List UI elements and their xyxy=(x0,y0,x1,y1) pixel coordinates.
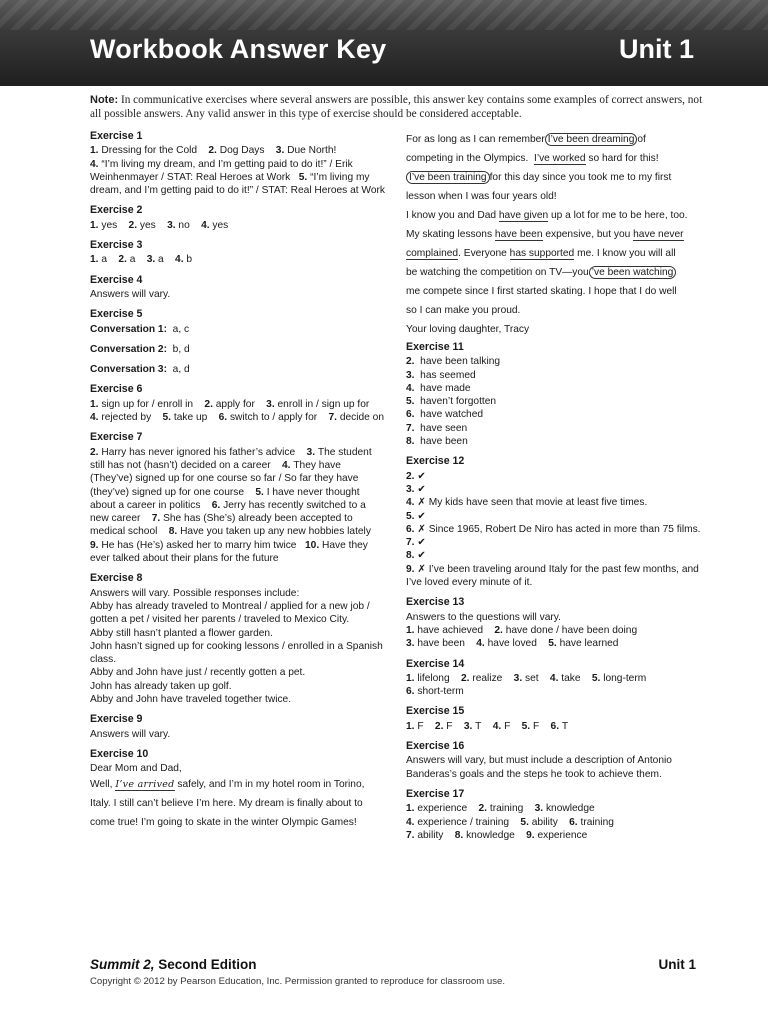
item-number: 2. xyxy=(406,356,415,368)
item-text: no xyxy=(178,219,190,231)
item-text: a xyxy=(101,254,108,266)
item-number: 2. xyxy=(460,672,470,684)
item-number: 5. xyxy=(548,638,557,650)
item-text: training xyxy=(489,803,524,815)
answer-line xyxy=(90,398,385,425)
conversation-answer xyxy=(90,343,385,356)
conversation-value: a, d xyxy=(172,364,190,376)
item-text: T xyxy=(475,720,482,732)
item-number: 4. xyxy=(406,382,415,394)
right-column xyxy=(406,130,706,849)
item-text: They have (They’ve) signed up for one course so far / So far they have (they’ve) signed up for one course xyxy=(90,459,359,498)
item-text: have loved xyxy=(487,638,537,650)
item-text: realize xyxy=(472,672,503,684)
list-item xyxy=(406,408,706,421)
item-number: 6. xyxy=(406,686,415,698)
answer-line xyxy=(406,816,706,829)
item-text: F xyxy=(446,720,453,732)
item-text: ✔ xyxy=(417,537,426,549)
item-number: 4. xyxy=(406,497,415,509)
letter-line xyxy=(406,130,706,149)
item-number: 8. xyxy=(406,436,415,448)
letter-text: for this day since you took me to my first xyxy=(489,172,672,183)
left-column xyxy=(90,130,385,839)
exercise-7 xyxy=(90,431,385,565)
answer-text: Abby and John have just / recently gotten a pet. xyxy=(90,667,306,679)
item-number: 5. xyxy=(162,412,172,424)
exercise-heading: Exercise 15 xyxy=(406,705,465,718)
underlined-answer: have given xyxy=(498,210,549,221)
item-text: have done / have been doing xyxy=(505,624,638,636)
item-number: 5. xyxy=(406,510,415,522)
item-text: ✔ xyxy=(417,510,426,522)
letter-line xyxy=(406,168,706,187)
letter-text: up a lot for me to be here, too. xyxy=(551,210,688,221)
item-number: 4. xyxy=(90,158,99,170)
exercise-4 xyxy=(90,274,385,302)
item-text: yes xyxy=(101,219,118,231)
exercise-heading: Exercise 10 xyxy=(90,747,149,760)
item-text: knowledge xyxy=(466,829,515,841)
list-item xyxy=(406,536,706,549)
item-number: 3. xyxy=(146,254,156,266)
letter-line: lesson when I was four years old! xyxy=(406,191,557,202)
footer-book-title xyxy=(90,957,257,972)
item-number: 3. xyxy=(275,145,285,157)
exercise-13 xyxy=(406,596,706,650)
item-number: 2. xyxy=(204,398,213,410)
exercise-2 xyxy=(90,204,385,232)
exercise-heading: Exercise 17 xyxy=(406,787,465,800)
item-text: rejected by xyxy=(101,412,152,424)
item-number: 6. xyxy=(569,816,578,828)
answer-line xyxy=(406,720,706,733)
item-text: ability xyxy=(531,816,558,828)
item-text: She has (She’s) already been accepted to medical school xyxy=(90,513,353,538)
item-text: Due North! xyxy=(287,145,337,157)
copyright: Copyright © 2012 by Pearson Education, Inc. Permission granted to reproduce for classroom use. xyxy=(90,976,506,987)
answer-line xyxy=(406,624,706,637)
item-number: 6. xyxy=(406,409,415,421)
answer-text: Abby has already traveled to Montreal / applied for a new job / gotten a pet / visited her parents / traveled to Mexico City. xyxy=(90,600,370,626)
item-text: ability xyxy=(417,829,444,841)
item-text: experience / training xyxy=(417,816,510,828)
item-text: Jerry has recently switched to a new career xyxy=(90,499,366,525)
letter-text: so hard for this! xyxy=(588,153,659,164)
page-header xyxy=(0,0,768,86)
item-number: 5. xyxy=(298,171,308,183)
handwritten-answer: I’ve arrived xyxy=(115,779,175,791)
exercise-heading: Exercise 14 xyxy=(406,657,465,670)
exercise-heading: Exercise 4 xyxy=(90,273,143,286)
item-text: Dressing for the Cold xyxy=(101,145,198,157)
answer-line xyxy=(406,802,706,815)
list-item xyxy=(406,549,706,562)
item-text: F xyxy=(417,720,424,732)
exercise-heading: Exercise 1 xyxy=(90,130,143,142)
item-text: have achieved xyxy=(417,624,484,636)
item-number: 1. xyxy=(406,720,415,732)
conversation-label: Conversation 2: xyxy=(90,343,167,355)
list-item xyxy=(406,470,706,483)
book-title: Summit 2, xyxy=(90,957,155,972)
list-item xyxy=(406,369,706,382)
conversation-label: Conversation 1: xyxy=(90,323,167,335)
item-number: 9. xyxy=(90,539,99,551)
item-number: 1. xyxy=(90,398,99,410)
item-number: 6. xyxy=(218,412,228,424)
letter-text: of xyxy=(637,134,646,145)
exercise-heading: Exercise 2 xyxy=(90,204,143,217)
item-number: 3. xyxy=(406,483,415,495)
item-text: have been talking xyxy=(420,356,501,368)
item-text: experience xyxy=(537,829,588,841)
note-text: In communicative exercises where several answers are possible, this answer key contains some examples of correct answers, not all possible answers. Any valid answer in this type of exercise should be considered acceptable. xyxy=(90,94,703,120)
letter-line xyxy=(406,263,706,282)
item-number: 4. xyxy=(549,672,559,684)
item-text: take xyxy=(561,672,581,684)
item-text: Dog Days xyxy=(219,145,265,157)
item-text: sign up for / enroll in xyxy=(101,398,194,410)
item-text: He has (He’s) asked her to marry him twice xyxy=(101,539,297,551)
note-label: Note: xyxy=(90,94,119,106)
item-number: 9. xyxy=(406,563,415,575)
answer-line xyxy=(90,144,385,197)
answer-text: Answers will vary. xyxy=(90,728,171,740)
item-number: 4. xyxy=(492,720,502,732)
item-text: lifelong xyxy=(417,672,450,684)
letter-line xyxy=(90,775,385,794)
exercise-heading: Exercise 13 xyxy=(406,596,465,609)
letter-greeting: Dear Mom and Dad, xyxy=(90,763,182,775)
list-item xyxy=(406,395,706,408)
item-number: 1. xyxy=(90,254,99,266)
letter-text: competing in the Olympics. xyxy=(406,153,529,164)
item-text: take up xyxy=(173,412,208,424)
item-text: knowledge xyxy=(545,803,595,815)
exercise-10-continued xyxy=(406,130,706,339)
exercise-6 xyxy=(90,383,385,424)
item-number: 5. xyxy=(520,816,529,828)
exercise-10 xyxy=(90,748,385,833)
letter-line xyxy=(406,149,706,168)
item-text: have watched xyxy=(420,409,484,421)
answer-line xyxy=(90,446,385,566)
conversation-value: b, d xyxy=(172,343,190,355)
item-text: haven’t forgotten xyxy=(420,396,497,408)
item-number: 6. xyxy=(550,720,560,732)
letter-line: so I can make you proud. xyxy=(406,305,521,316)
exercise-heading: Exercise 6 xyxy=(90,383,143,396)
exercise-17 xyxy=(406,788,706,842)
item-number: 7. xyxy=(406,422,415,434)
letter-text: expensive, but you xyxy=(545,229,631,240)
item-number: 8. xyxy=(454,829,464,841)
item-number: 9. xyxy=(526,829,535,841)
item-number: 5. xyxy=(255,486,264,498)
item-text: has seemed xyxy=(420,369,476,381)
list-item xyxy=(406,355,706,368)
answer-text: Answers will vary, but must include a description of Antonio Banderas’s goals and the steps he took to achieve them. xyxy=(406,755,672,780)
item-number: 5. xyxy=(521,720,531,732)
underlined-answer: complained xyxy=(406,248,459,259)
conversation-value: a, c xyxy=(172,323,190,335)
item-text: ✔ xyxy=(417,483,426,495)
item-text: “I’m living my dream, and I’m getting paid to do it!” / Erik Weinhenmayer / STAT: Real Heroes at Work xyxy=(90,158,353,183)
item-text: F xyxy=(504,720,511,732)
letter-text: me. I know you will all xyxy=(577,248,676,259)
item-number: 7. xyxy=(406,537,415,549)
item-number: 10. xyxy=(304,539,320,551)
item-text: Have you taken up any new hobbies lately xyxy=(180,526,371,538)
item-number: 5. xyxy=(406,396,415,408)
list-item xyxy=(406,422,706,435)
item-text: b xyxy=(186,254,193,266)
item-number: 3. xyxy=(266,398,275,410)
answer-line xyxy=(406,829,706,842)
item-text: I have never thought about a career in politics xyxy=(90,486,360,511)
item-number: 4. xyxy=(90,412,99,424)
list-item xyxy=(406,496,706,509)
note xyxy=(90,94,710,121)
circled-answer: I’ve been training xyxy=(406,171,490,184)
exercise-heading: Exercise 3 xyxy=(90,239,143,252)
answer-text: John has already taken up golf. xyxy=(90,680,232,692)
item-number: 5. xyxy=(591,672,601,684)
item-number: 2. xyxy=(406,470,415,482)
item-number: 4. xyxy=(281,459,291,471)
list-item xyxy=(406,382,706,395)
list-item xyxy=(406,510,706,523)
item-number: 2. xyxy=(434,720,444,732)
item-text: yes xyxy=(139,219,156,231)
underlined-answer: I’ve worked xyxy=(533,153,586,164)
item-number: 2. xyxy=(208,145,217,157)
list-item xyxy=(406,483,706,496)
item-number: 2. xyxy=(128,219,138,231)
item-text: short-term xyxy=(417,686,464,698)
item-text: Harry has never ignored his father’s advice xyxy=(101,446,296,458)
item-text: have seen xyxy=(420,422,468,434)
letter-line: come true! I’m going to skate in the winter Olympic Games! xyxy=(90,817,357,829)
answer-text: Answers will vary. Possible responses include: xyxy=(90,587,300,599)
item-number: 7. xyxy=(406,829,415,841)
answer-text: Abby and John have traveled together twice. xyxy=(90,693,292,705)
item-number: 1. xyxy=(406,803,415,815)
exercise-1 xyxy=(90,130,385,197)
item-number: 8. xyxy=(168,526,178,538)
underlined-answer: have never xyxy=(633,229,684,240)
exercise-14 xyxy=(406,658,706,699)
answer-text: John hasn’t signed up for cooking lessons / enrolled in a Spanish class. xyxy=(90,640,383,666)
item-text: have learned xyxy=(559,638,619,650)
item-text: ✗ My kids have seen that movie at least five times. xyxy=(417,497,648,509)
item-text: have been xyxy=(417,638,465,650)
list-item xyxy=(406,563,706,590)
item-text: The student still has not (hasn’t) decided on a career xyxy=(90,446,372,471)
item-text: yes xyxy=(212,219,229,231)
item-number: 2. xyxy=(118,254,127,266)
answer-text: Answers to the questions will vary. xyxy=(406,611,561,623)
unit-label: Unit 1 xyxy=(618,34,694,64)
item-text: enroll in / sign up for xyxy=(277,398,370,410)
answer-line xyxy=(90,253,385,266)
item-number: 3. xyxy=(406,369,415,381)
item-text: have made xyxy=(420,382,471,394)
item-number: 1. xyxy=(406,624,415,636)
item-number: 7. xyxy=(328,412,337,424)
item-text: a xyxy=(129,254,136,266)
exercise-11 xyxy=(406,341,706,448)
answer-line xyxy=(406,637,706,650)
answer-text: Answers will vary. xyxy=(90,288,171,300)
exercise-heading: Exercise 5 xyxy=(90,308,143,321)
underlined-answer: have been xyxy=(494,229,543,240)
answer-line xyxy=(90,219,385,232)
item-text: F xyxy=(532,720,540,732)
letter-line xyxy=(406,206,706,225)
item-text: a xyxy=(158,254,164,266)
item-text: Have they ever talked about their plans for the future xyxy=(90,539,368,565)
item-text: T xyxy=(561,720,569,732)
exercise-3 xyxy=(90,239,385,267)
letter-text: . Everyone xyxy=(458,248,507,259)
answer-line xyxy=(406,685,706,698)
item-number: 3. xyxy=(534,803,544,815)
item-number: 3. xyxy=(513,672,523,684)
page-title: Workbook Answer Key xyxy=(90,34,387,64)
item-number: 3. xyxy=(167,219,176,231)
item-number: 6. xyxy=(211,499,221,511)
underlined-answer: has supported xyxy=(509,248,575,259)
item-number: 1. xyxy=(406,672,415,684)
item-text: decide on xyxy=(339,412,385,424)
letter-text: For as long as I can remember xyxy=(406,134,545,145)
answer-text: Abby still hasn’t planted a flower garden. xyxy=(90,627,273,639)
item-text: apply for xyxy=(215,398,255,410)
item-text: training xyxy=(580,816,614,828)
exercise-heading: Exercise 9 xyxy=(90,713,143,726)
exercise-15 xyxy=(406,705,706,733)
item-number: 1. xyxy=(90,145,99,157)
item-number: 8. xyxy=(406,550,415,562)
circled-answer: I’ve been dreaming xyxy=(545,133,638,146)
conversation-answer xyxy=(90,323,385,336)
exercise-9 xyxy=(90,713,385,741)
item-text: ✗ Since 1965, Robert De Niro has acted in more than 75 films. xyxy=(417,523,701,535)
circled-answer: ’ve been watching xyxy=(589,266,677,279)
item-text: experience xyxy=(417,803,468,815)
item-text: set xyxy=(525,672,539,684)
item-number: 4. xyxy=(201,219,210,231)
letter-text: safely, and I’m in my hotel room in Torino, xyxy=(177,779,365,791)
item-number: 4. xyxy=(476,638,485,650)
item-text: long-term xyxy=(603,672,647,684)
item-number: 2. xyxy=(478,803,488,815)
item-text: have been xyxy=(420,436,468,448)
item-number: 2. xyxy=(90,446,99,458)
conversation-label: Conversation 3: xyxy=(90,364,167,376)
item-number: 3. xyxy=(406,638,415,650)
exercise-16 xyxy=(406,740,706,781)
item-number: 6. xyxy=(406,523,415,535)
exercise-heading: Exercise 8 xyxy=(90,572,143,585)
item-number: 1. xyxy=(90,219,99,231)
list-item xyxy=(406,523,706,536)
letter-text: I know you and Dad xyxy=(406,210,497,221)
exercise-heading: Exercise 11 xyxy=(406,341,464,353)
item-text: ✔ xyxy=(417,470,426,482)
letter-signature: Your loving daughter, Tracy xyxy=(406,324,530,335)
answer-line xyxy=(406,672,706,685)
letter-line xyxy=(406,225,706,244)
item-number: 3. xyxy=(463,720,473,732)
item-text: “I’m living my dream, and I’m getting paid to do it!” / STAT: Real Heroes at Work xyxy=(90,171,385,197)
letter-line: me compete since I first started skating. I hope that I do well xyxy=(406,286,677,297)
exercise-12 xyxy=(406,455,706,589)
item-text: ✔ xyxy=(417,550,426,562)
item-number: 2. xyxy=(494,624,503,636)
item-number: 3. xyxy=(306,446,316,458)
exercise-heading: Exercise 7 xyxy=(90,431,143,444)
item-number: 4. xyxy=(406,816,415,828)
item-number: 7. xyxy=(151,513,161,525)
list-item xyxy=(406,435,706,448)
letter-text: Well, xyxy=(90,779,113,791)
letter-line: Italy. I still can’t believe I’m here. My dream is finally about to xyxy=(90,798,363,810)
letter-body xyxy=(90,775,385,832)
exercise-heading: Exercise 16 xyxy=(406,740,465,753)
letter-text: My skating lessons xyxy=(406,229,493,240)
exercise-8 xyxy=(90,572,385,706)
exercise-heading: Exercise 12 xyxy=(406,455,465,468)
letter-text: be watching the competition on TV—you xyxy=(406,267,589,278)
footer-unit: Unit 1 xyxy=(658,957,696,972)
item-text: switch to / apply for xyxy=(229,412,318,424)
item-number: 4. xyxy=(175,254,184,266)
item-text: ✗ I’ve been traveling around Italy for the past few months, and I’ve loved every minute of it. xyxy=(406,563,699,589)
letter-line xyxy=(406,244,706,263)
exercise-5 xyxy=(90,308,385,376)
header-stripes xyxy=(0,0,768,30)
book-edition: Second Edition xyxy=(158,957,257,972)
conversation-answer xyxy=(90,363,385,376)
